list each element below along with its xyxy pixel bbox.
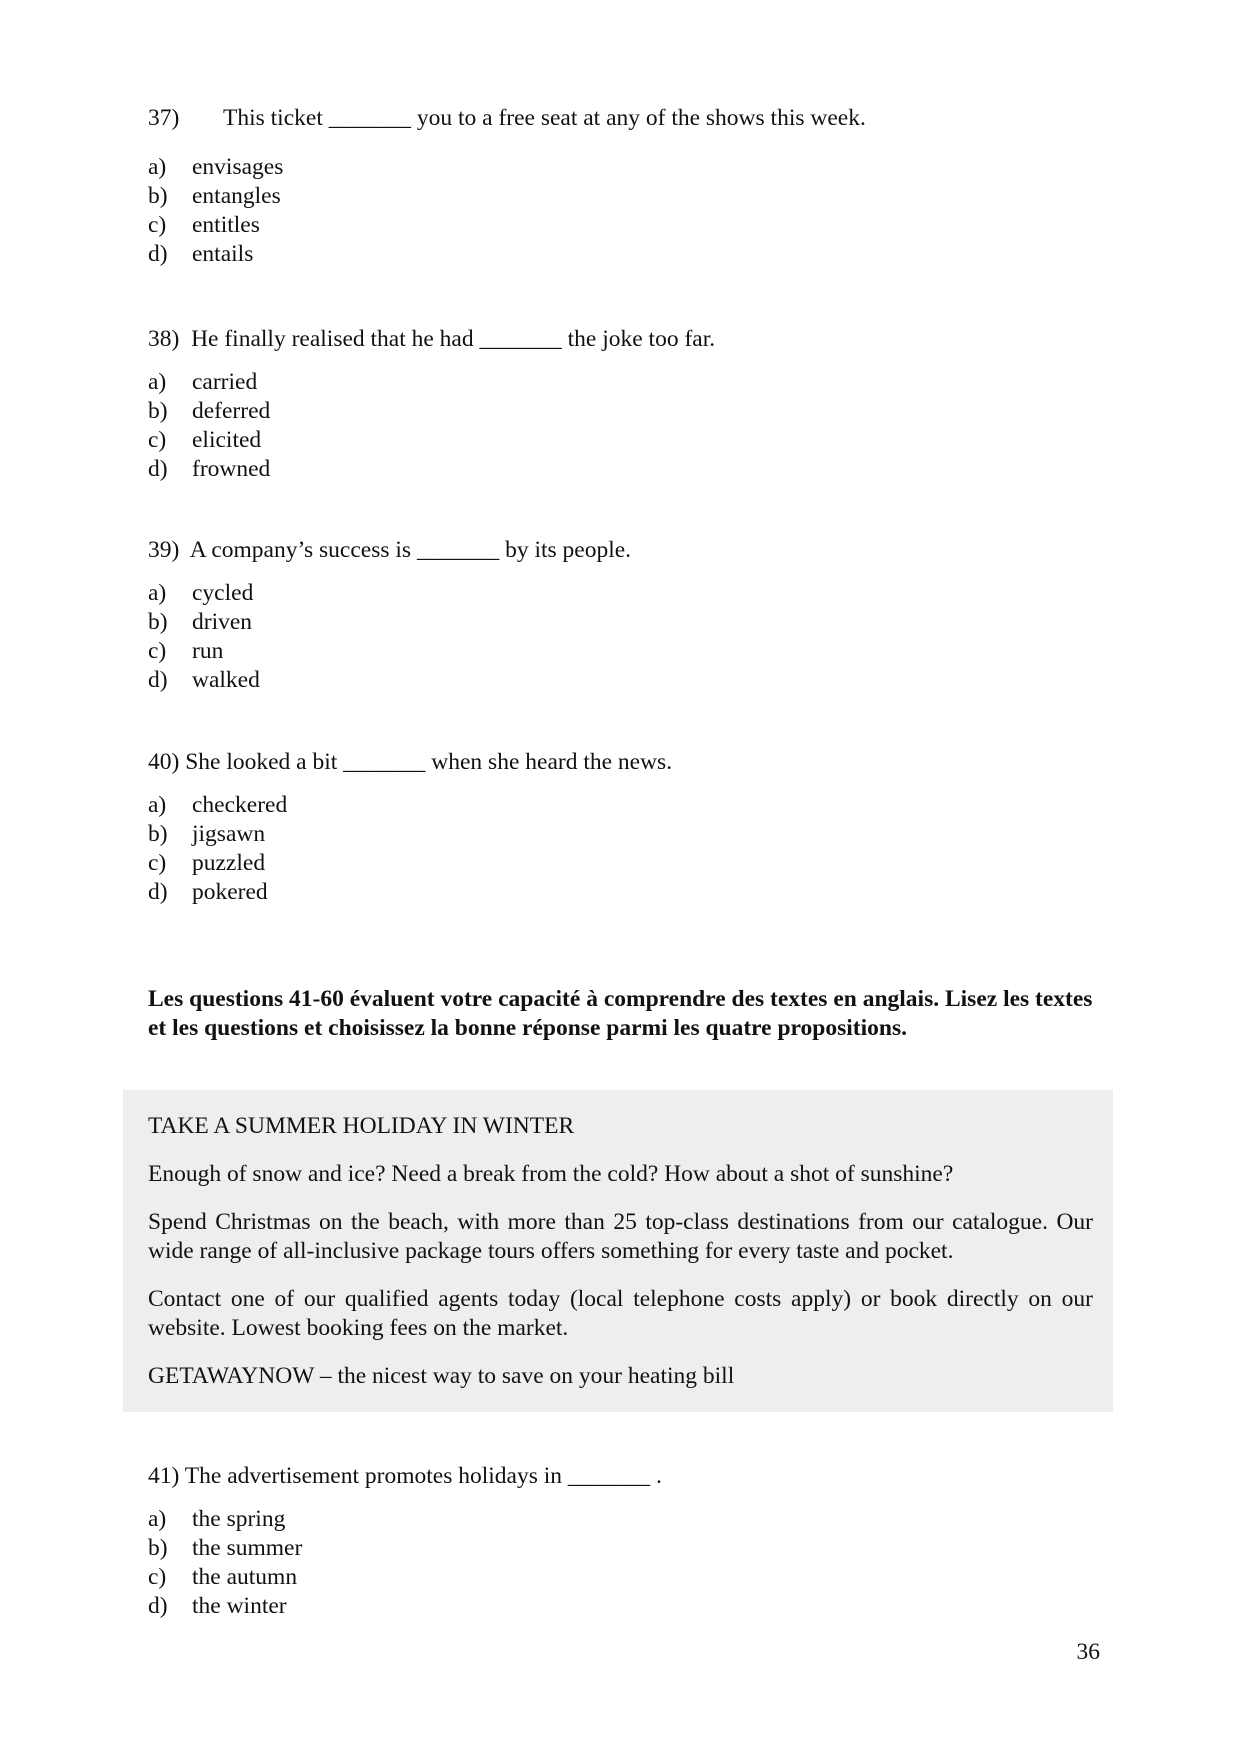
option-list [148, 153, 1108, 269]
question-prefix: This ticket [223, 105, 323, 131]
question-suffix: . [656, 1463, 662, 1489]
question-prefix: She looked a bit [185, 749, 338, 775]
answer-blank: _______ [416, 537, 500, 563]
option-text: deferred [192, 398, 271, 424]
option-b[interactable] [148, 1534, 1108, 1563]
option-letter: a) [148, 369, 167, 395]
option-letter: c) [148, 212, 167, 238]
question-number: 39) [148, 537, 180, 563]
option-letter: c) [148, 1564, 167, 1590]
question-number: 40) [148, 749, 180, 775]
option-a[interactable] [148, 579, 1108, 608]
option-a[interactable] [148, 1505, 1108, 1534]
option-text: the spring [192, 1506, 286, 1532]
option-c[interactable] [148, 1563, 1108, 1592]
option-b[interactable] [148, 608, 1108, 637]
option-text: checkered [192, 792, 288, 818]
answer-blank: _______ [343, 749, 426, 775]
option-d[interactable] [148, 1592, 1108, 1621]
option-letter: b) [148, 1535, 168, 1561]
option-letter: a) [148, 580, 167, 606]
answer-blank: _______ [479, 326, 562, 352]
option-list [148, 1505, 1108, 1621]
question-37 [148, 105, 1108, 269]
option-b[interactable] [148, 182, 1108, 211]
question-prefix: He finally realised that he had [191, 326, 474, 352]
option-letter: b) [148, 398, 168, 424]
option-text: driven [192, 609, 253, 635]
question-38 [148, 326, 1108, 484]
question-stem [148, 326, 1108, 352]
option-letter: b) [148, 609, 168, 635]
question-41 [148, 1463, 1108, 1621]
option-text: entitles [192, 212, 260, 238]
option-letter: d) [148, 667, 168, 693]
option-text: elicited [192, 427, 262, 453]
question-suffix: you to a free seat at any of the shows this week. [416, 105, 866, 131]
option-b[interactable] [148, 397, 1108, 426]
answer-blank: _______ [328, 105, 411, 131]
question-stem [148, 749, 1108, 775]
option-a[interactable] [148, 368, 1108, 397]
option-d[interactable] [148, 455, 1108, 484]
option-text: the winter [192, 1593, 287, 1619]
question-40 [148, 749, 1108, 907]
option-list [148, 579, 1108, 695]
option-letter: c) [148, 427, 167, 453]
advertisement-slogan: GETAWAYNOW – the nicest way to save on your heating bill [148, 1363, 735, 1389]
option-letter: c) [148, 638, 167, 664]
question-stem [148, 1463, 1108, 1489]
option-text: run [192, 638, 224, 664]
option-letter: d) [148, 1593, 168, 1619]
option-text: puzzled [192, 850, 266, 876]
advertisement-title: TAKE A SUMMER HOLIDAY IN WINTER [148, 1113, 575, 1139]
option-text: entails [192, 241, 254, 267]
question-number: 38) [148, 326, 180, 352]
option-d[interactable] [148, 666, 1108, 695]
question-stem [148, 537, 1108, 563]
question-prefix: A company’s success is [189, 537, 412, 563]
answer-blank: _______ [567, 1463, 651, 1489]
option-text: frowned [192, 456, 271, 482]
question-39 [148, 537, 1108, 695]
option-text: the summer [192, 1535, 303, 1561]
option-letter: a) [148, 154, 167, 180]
question-stem [148, 105, 1108, 131]
section-instructions: Les questions 41-60 évaluent votre capacité à comprendre des textes en anglais. Lisez les textes et les questions et choisissez la bonne réponse parmi les quatre propositions. [148, 986, 1093, 1041]
option-letter: a) [148, 792, 167, 818]
option-letter: b) [148, 821, 168, 847]
question-prefix: The advertisement promotes holidays in [184, 1463, 562, 1489]
option-text: pokered [192, 879, 268, 905]
question-suffix: by its people. [505, 537, 632, 563]
option-d[interactable] [148, 240, 1108, 269]
option-a[interactable] [148, 791, 1108, 820]
option-a[interactable] [148, 153, 1108, 182]
option-c[interactable] [148, 849, 1108, 878]
option-c[interactable] [148, 426, 1108, 455]
option-list [148, 368, 1108, 484]
question-number: 41) [148, 1463, 180, 1489]
advertisement-paragraph: Spend Christmas on the beach, with more than 25 top-class destinations from our catalogue. Our wide range of all-inclusive package tours offers something for every taste and pocket. [148, 1209, 1093, 1264]
question-number: 37) [148, 105, 180, 131]
option-text: cycled [192, 580, 254, 606]
option-letter: d) [148, 879, 168, 905]
option-letter: a) [148, 1506, 167, 1532]
option-list [148, 791, 1108, 907]
advertisement-text [148, 1112, 1093, 1410]
option-text: carried [192, 369, 258, 395]
question-suffix: the joke too far. [567, 326, 716, 352]
page-number: 36 [1076, 1639, 1100, 1665]
option-text: entangles [192, 183, 281, 209]
option-letter: b) [148, 183, 168, 209]
option-letter: d) [148, 456, 168, 482]
advertisement-paragraph: Contact one of our qualified agents today (local telephone costs apply) or book directly on our website. Lowest booking fees on the market. [148, 1286, 1093, 1341]
option-text: envisages [192, 154, 284, 180]
option-c[interactable] [148, 637, 1108, 666]
question-suffix: when she heard the news. [431, 749, 673, 775]
option-b[interactable] [148, 820, 1108, 849]
option-c[interactable] [148, 211, 1108, 240]
option-d[interactable] [148, 878, 1108, 907]
option-text: the autumn [192, 1564, 298, 1590]
reading-text-box [123, 1090, 1113, 1412]
option-text: walked [192, 667, 260, 693]
option-letter: c) [148, 850, 167, 876]
advertisement-paragraph: Enough of snow and ice? Need a break from the cold? How about a shot of sunshine? [148, 1161, 954, 1187]
option-text: jigsawn [192, 821, 266, 847]
option-letter: d) [148, 241, 168, 267]
